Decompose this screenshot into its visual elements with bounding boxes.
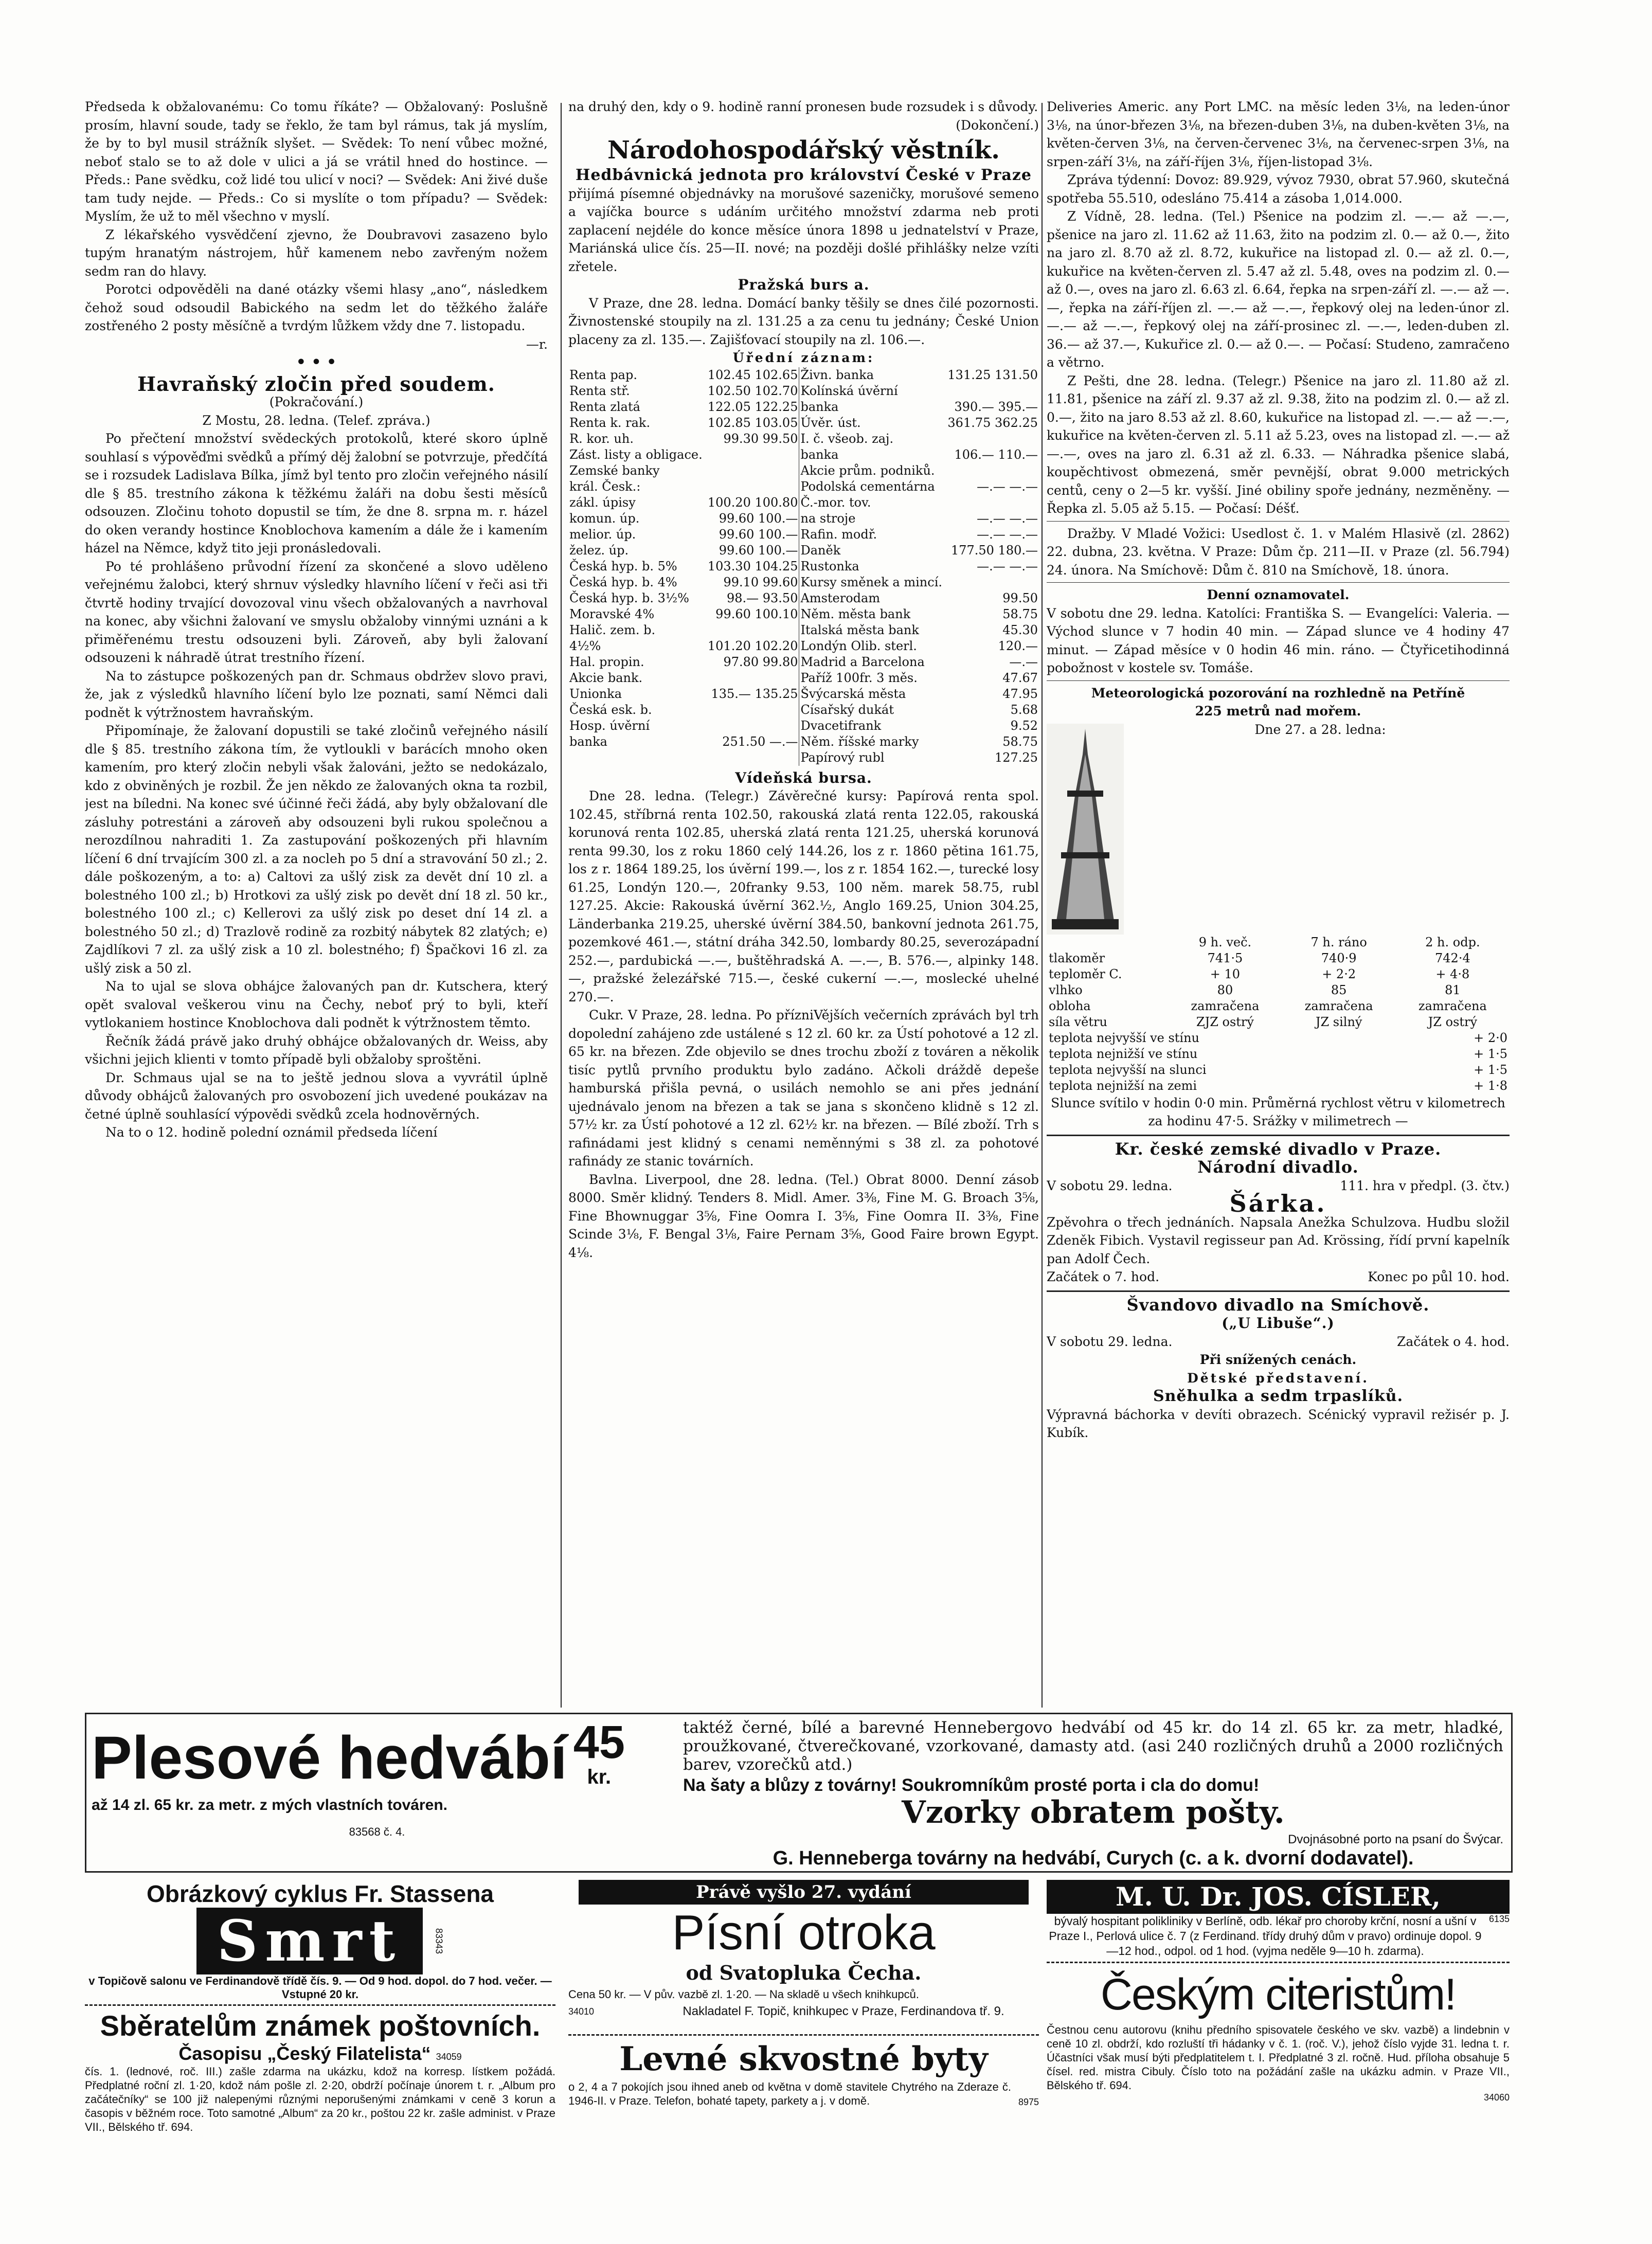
meteo-value: + 4·8 <box>1435 966 1470 981</box>
rate-label: Italská města bank <box>800 622 919 637</box>
rate-label: R. kor. uh. <box>569 431 634 446</box>
rate-label: Dvacetifrank <box>800 718 882 733</box>
rate-value: —.— —.— <box>977 559 1038 573</box>
rate-value: —.— —.— <box>977 527 1038 542</box>
ad-silk-porto: Dvojnásobné porto na psaní do Švýcar. <box>1288 1833 1503 1846</box>
meteo-extreme-row <box>1047 1046 1510 1062</box>
rate-label: Hosp. úvěrní <box>569 718 650 733</box>
rate-row <box>568 527 1039 543</box>
rate-label: Amsterodam <box>800 590 881 605</box>
rate-value <box>705 718 799 734</box>
theatre-subheading: („U Libuše“.) <box>1222 1315 1335 1332</box>
meteo-value: ZJZ ostrý <box>1196 1014 1254 1029</box>
rate-label: zákl. úpisy <box>569 495 636 510</box>
rate-label: Daněk <box>800 543 841 558</box>
paragraph: V Praze, dne 28. ledna. Domácí banky těšily se dnes čilé pozornosti. Živnostenské stoupily na zl. 131.25 a za cenu tu jednány; České Union placeny za zl. 135.—. Zajišťovací stoupily na zl. 106.—. <box>568 295 1039 347</box>
paragraph: Deliveries Americ. any Port LMC. na měsíc leden 3⅛, na leden-únor 3⅛, na únor-březen 3⅛, na březen-duben 3⅛, na duben-květen 3⅛, na květen-červen 3⅛, na červen-červenec 3⅛, na červenec-srpen 3⅛, na srpen-září 3⅛, na září-říjen 3⅛, říjen-listopad 3⅛. <box>1047 99 1510 169</box>
rate-row <box>568 415 1039 431</box>
rate-value: 361.75 362.25 <box>947 415 1038 430</box>
rate-row <box>568 654 1039 670</box>
paragraph: Předseda k obžalovanému: Co tomu říkáte? — Obžalovaný: Poslušně prosím, hlavní soude, tady se řeklo, že tam byl rámus, tak já myslím, že by to byl musil strážník slyšet. — Svědek: To není vůbec možné, neboť stalo se to až dole v ulici a já se vrátil hned do hostince. — Předs.: Pane svědku, což lidé tou ulicí v noci? — Svědek: Ani živé duše tam tudy nejde. — Předs.: Co si myslíte o tom případu? — Svědek: Myslím, že už to měl všechno v myslí. <box>85 99 548 224</box>
rate-row <box>568 383 1039 399</box>
paragraph: Porotci odpověděli na dané otázky všemi hlasy „ano“, následkem čehož soud odsoudil Babického na sedm let do těžkého žaláře zostřeného 2 posty měsíčně a tvrdým lůžkem vždy dne 7. listopadu. <box>85 282 548 333</box>
ad-flats-num: 8975 <box>1018 2097 1039 2107</box>
meteo-value: zamračena <box>1418 998 1487 1013</box>
ad-doctor-text: bývalý hospitant polikliniky v Berlíně, odb. lékař pro choroby krční, nosní a ušní v Praze I., Perlová ulice č. 7 (z Ferdinand. třídy druhý dům v pravo) ordinuje dopol. 9—12 hod., odpol. od 1 hod. (vyjma neděle 9—10 h. zdarma). <box>1049 1914 1482 1958</box>
ad-flats-title: Levné skvostné byty <box>619 2040 988 2078</box>
rate-label: želez. úp. <box>569 543 629 558</box>
rate-label: Paříž 100fr. 3 měs. <box>800 670 918 685</box>
play-description: Zpěvohra o třech jednáních. Napsala Anežka Schulzova. Hudbu složil Zdeněk Fibich. Vystavil regisseur pan Ad. Krössing, řídí první kapelník pan Adolf Čech. <box>1047 1214 1510 1266</box>
meteo-value: + 2·0 <box>1474 1030 1507 1045</box>
ad-silk-text2: Na šaty a blůzy z továrny! Soukromníkům prosté porta i cla do domu! <box>683 1775 1260 1795</box>
play-start: Začátek o 4. hod. <box>1396 1334 1510 1349</box>
rate-value: —.— —.— <box>977 479 1038 494</box>
rate-row <box>568 463 1039 479</box>
paragraph: Z lékařského vysvědčení zjevno, že Doubravovi zasazeno bylo tupým hranatým nástrojem, hůř kamenem nebo zavřeným nožem sedm ran do hlavy. <box>85 227 548 279</box>
rate-value <box>705 447 799 463</box>
meteo-column-header: 2 h. odp. <box>1425 935 1480 949</box>
play-start: Začátek o 7. hod. <box>1047 1269 1160 1284</box>
rate-value: 131.25 131.50 <box>947 367 1038 382</box>
ad-song-banner: Právě vyšlo 27. vydání <box>579 1880 1029 1905</box>
rate-value <box>705 750 799 766</box>
meteo-value: + 1·5 <box>1474 1046 1507 1061</box>
subheading: Vídeňská bursa. <box>735 769 872 786</box>
rate-label: Česká esk. b. <box>569 702 652 717</box>
rate-label: Zemské banky <box>569 463 660 478</box>
ad-stamps-journal: Časopisu „Český Filatelista“ <box>178 2043 431 2064</box>
paragraph: Z Vídně, 28. ledna. (Tel.) Pšenice na podzim zl. —.— až —.—, pšenice na jaro zl. 11.62 až 11.63, žito na podzim zl. 0.— až 0.—, žito na jaro zl. 8.70 až zl. 8.72, kukuřice na listopad zl. 0.— až zl. 0.—, kukuřice na květen-červen zl. 5.47 až zl. 5.48, oves na podzim zl. 0.— až 0.—, oves na jaro zl. 6.63 zl. 6.64, řepka na srpen-září zl. —.— až —.—, řepka na září-říjen zl. —.— až —.—, řepkový olej na leden-únor zl. —.— až —.—, řepkový olej na září-prosinec zl. —.—, leden-duben zl. 36.— až 37.—, Kukuřice zl. 0.— až 0.—. — Počasí: Studeno, zamračeno a větrno. <box>1047 209 1510 370</box>
rate-label: Císařský dukát <box>800 702 894 717</box>
rate-row <box>568 638 1039 654</box>
rate-row <box>568 495 1039 511</box>
ad-silk <box>85 1713 1513 1873</box>
rate-label: Renta pap. <box>569 367 637 382</box>
column-divider <box>561 103 562 1708</box>
rate-value: 120.— <box>998 638 1038 653</box>
meteo-value: 740·9 <box>1321 950 1357 965</box>
paragraph: Na to o 12. hodině polední oznámil předseda líčení <box>105 1125 438 1140</box>
ad-song-author: od Svatopluka Čecha. <box>686 1961 922 1984</box>
rate-value: 58.75 <box>1002 606 1038 621</box>
signature: —r. <box>526 336 548 352</box>
meteo-row <box>1047 966 1510 982</box>
ad-doctor-num: 6135 <box>1488 1914 1510 1924</box>
ad-stassen-title: Smrt <box>196 1908 423 1974</box>
ad-zither-num: 34060 <box>1483 2092 1510 2103</box>
rate-row <box>568 606 1039 622</box>
rate-label: král. Česk.: <box>569 479 641 494</box>
ad-stassen-text: v Topičově salonu ve Ferdinandově třídě čís. 9. — Od 9 hod. dopol. do 7 hod. večer. — Vstupné 20 kr. <box>88 1974 552 2001</box>
ad-silk-firm: G. Henneberga továrny na hedvábí, Curych (c. a k. dvorní dodavatel). <box>773 1847 1414 1869</box>
meteo-value: 85 <box>1331 982 1347 997</box>
rate-value: 99.10 99.60 <box>705 575 799 590</box>
meteo-date: Dne 27. a 28. ledna: <box>1254 722 1386 737</box>
rate-value: 58.75 <box>1002 734 1038 749</box>
play-title: Šárka. <box>1229 1190 1327 1217</box>
subheading: Hedbávnická jednota pro království České v Praze <box>576 166 1032 184</box>
paragraph: V sobotu dne 29. ledna. Katolíci: Františka S. — Evangelíci: Valeria. — Východ slunce v 7 hodin 40 min. — Západ slunce ve 4 hodiny 47 minut. — Západ měsíce v 0 hodin 46 min. ráno. — Čtyřicetihodinná pobožnost v kostele sv. Tomáše. <box>1047 605 1510 675</box>
rate-row <box>568 399 1039 415</box>
rate-label: Kursy směnek a mincí. <box>800 575 943 589</box>
meteo-value: zamračena <box>1304 998 1373 1013</box>
rate-value: 47.95 <box>1002 686 1038 701</box>
meteo-value: zamračena <box>1191 998 1260 1013</box>
meteo-value: 80 <box>1217 982 1233 997</box>
rate-label: Podolská cementárna <box>800 479 935 494</box>
rate-row <box>568 543 1039 559</box>
meteo-label: síla větru <box>1049 1014 1107 1029</box>
rate-value: 251.50 —.— <box>705 734 799 750</box>
meteo-extreme-row <box>1047 1062 1510 1078</box>
rate-value: 390.— 395.— <box>954 399 1038 414</box>
rate-label: Něm. říšské marky <box>800 734 919 749</box>
meteo-value: JZ silný <box>1315 1014 1362 1029</box>
meteo-label: obloha <box>1049 998 1091 1013</box>
rate-row <box>568 559 1039 575</box>
meteo-extreme-row <box>1047 1030 1510 1046</box>
ad-silk-samples: Vzorky obratem pošty. <box>902 1794 1285 1830</box>
price-note: Při snížených cenách. <box>1199 1352 1357 1367</box>
rate-value: 99.50 <box>1002 590 1038 605</box>
rate-value: 102.85 103.05 <box>705 415 799 431</box>
rate-label: Akcie bank. <box>569 670 643 685</box>
rate-label: Švýcarská města <box>800 686 906 701</box>
dateline: Z Mostu, 28. ledna. (Telef. zpráva.) <box>202 412 430 428</box>
section-subheading: (Pokračování.) <box>269 394 364 409</box>
rate-label: Renta zlatá <box>569 399 640 414</box>
ad-zither-text: Čestnou cenu autorovu (knihu předního spisovatele českého ve skv. vazbě) a lindebnin v ceně 10 zl. obdrží, kdo rozluští tři hádanky v č. 1. (roč. V.), jehož číslo vyjde 31. ledna t. r. Účastníci však musí býti předplatitelem t. I. Předplatné 3 zl. ročně. Hud. příloha obsahuje 5 čísel. red. mistra Cibuly. Číslo toto na požádání zašle na ukázku admin. v Praze VII., Bělského tř. 694. <box>1047 2023 1510 2092</box>
rate-label: Česká hyp. b. 5% <box>569 559 677 573</box>
paragraph: Po té prohlášeno průvodní řízení za skončené a slovo uděleno veřejnému žalobci, který shrnuv výsledky hlavního líčení v řeči asi tři čtvrtě hodiny trvající dovozoval vinu všech obžalovaných a navrhoval na konec, aby všichni žalovaní ve smyslu obžaloby vinnými uznáni a k přiměřenému trestu odsouzeni byli. Zároveň, aby byli žalovaní odsouzeni k náhradě útrat trestního řízení. <box>85 559 548 665</box>
rate-label: Rustonka <box>800 559 859 573</box>
rate-label: Londýn Olib. sterl. <box>800 638 917 653</box>
ad-silk-currency: kr. <box>587 1766 612 1788</box>
rate-value: 99.60 100.10 <box>705 606 799 622</box>
rate-value <box>945 431 1039 447</box>
rate-label: komun. úp. <box>569 511 640 526</box>
rate-value: 9.52 <box>1010 718 1038 733</box>
ad-stassen-num: 83343 <box>434 1928 444 1954</box>
rate-label: Č.-mor. tov. <box>800 495 871 510</box>
rate-value <box>705 479 799 495</box>
ad-song-title: Písní otroka <box>672 1905 936 1960</box>
rate-label: Unionka <box>569 686 622 701</box>
rate-row <box>568 718 1039 734</box>
paragraph: Dražby. V Mladé Vožici: Usedlost č. 1. v Malém Hlasivě (zl. 2862) 22. dubna, 23. května. V Praze: Dům čp. 211—II. v Praze (zl. 56.794) 24. února. Na Smíchově: Dům č. 810 na Smíchově, 18. února. <box>1047 526 1510 578</box>
meteo-label: teplota nejvyšší ve stínu <box>1049 1030 1200 1045</box>
meteo-value: 81 <box>1445 982 1461 997</box>
rate-value: 177.50 180.— <box>950 543 1038 558</box>
paragraph: Připomínaje, že žalovaní dopustili se také zločinů veřejného násilí dle § 85. trestního zákona tím, že vytloukli v barácích mnoho oken kamením, pro který zločin nebyli však žalováni, ježto se nedokázalo, kdo z obviněných je rozbil. Že jen někdo ze žalovaných okna ta rozbil, jest na bíledni. Na konec své účinné řeči žádá, aby byly obžalovaní dle zásluhy potrestáni a zároveň aby odsouzeni byli rukou společnou a nerozdílnou nahraditi 1. Za zastupování poškozených při hlavním líčení 6 dní trvajícím 300 zl. a za nocleh po 5 dní a stravování 50 zl.; 2. dále poškozeným, a to: a) Caltovi za ušlý zisk za devět dní 10 zl. a bolestného 100 zl.; b) Hrotkovi za ušlý zisk po devět dní 18 zl. 50 kr., bolestného 100 zl.; c) Kellerovi za ušlý zisk po deset dní 14 zl. a bolestného 50 zl.; d) Trazlově rodině za rozbitý nábytek 82 zlatých; e) Zajdlíkovi 7 zl. za ušlý zisk a 10 zl. bolestného; f) Špačkovi 16 zl. za ušlý zisk a 50 zl. <box>85 723 548 976</box>
ad-silk-price: 45 <box>573 1717 625 1768</box>
rate-label: Rafin. modř. <box>800 527 877 542</box>
section-heading: Národohospodářský věstník. <box>607 136 1000 165</box>
rate-label: Papírový rubl <box>800 750 885 765</box>
meteo-extreme-row <box>1047 1078 1510 1094</box>
rate-row <box>568 431 1039 447</box>
rate-label: Něm. města bank <box>800 606 911 621</box>
rate-value: 99.60 100.— <box>705 511 799 527</box>
rate-label: banka <box>800 447 839 462</box>
theatre-heading: Kr. české zemské divadlo v Praze. <box>1115 1139 1442 1159</box>
rate-value <box>945 575 1039 590</box>
ad-stamps-text: čís. 1. (lednové, roč. III.) zašle zdarma na ukázku, kdož na korresp. lístkem požádá. Předplatné roční zl. 1·20, kdož nám pošle zl. 2·20, obdrží počínaje únorem t. r. „Album pro začátečníky“ se 100 již nalepenými různými neporušenými známkami v ceně 3 korun a časopis v běžném roce. Toto samotné „Album“ za 20 kr., poštou 22 kr. zašle administ. v Praze VII., Bělského tř. 694. <box>85 2065 555 2133</box>
paragraph: Zpráva týdenní: Dovoz: 89.929, vývoz 7930, obrat 57.960, skutečná spotřeba 55.510, odesláno 75.414 a zásoba 1,014.000. <box>1047 172 1510 206</box>
rate-label: Kolínská úvěrní <box>800 383 898 398</box>
ad-silk-sub: až 14 zl. 65 kr. za metr. z mých vlastních továren. <box>92 1797 447 1814</box>
rate-value: 122.05 122.25 <box>705 399 799 415</box>
rate-label: na stroje <box>800 511 856 526</box>
ad-flats-text: o 2, 4 a 7 pokojích jsou ihned aneb od května v domě stavitele Chytrého na Zderaze č. 1946-II. v Praze. Telefon, bohaté tapety, parkety a j. v domě. <box>568 2080 1011 2107</box>
rate-value: 99.60 100.— <box>705 543 799 559</box>
rate-value: 97.80 99.80 <box>705 654 799 670</box>
meteo-value: 741·5 <box>1207 950 1243 965</box>
rate-value: 101.20 102.20 <box>705 638 799 654</box>
ad-silk-title: Plesové hedvábí <box>92 1724 567 1792</box>
rate-label: Česká hyp. b. 3½% <box>569 590 689 605</box>
rate-row <box>568 622 1039 638</box>
rate-label: banka <box>800 399 839 414</box>
ad-doctor-title: M. U. Dr. JOS. CÍSLER, <box>1047 1880 1510 1914</box>
column-divider <box>1042 103 1043 1708</box>
ad-song-publisher: Nakladatel F. Topič, knihkupec v Praze, Ferdinandova tř. 9. <box>683 2004 1004 2018</box>
rate-value: 102.50 102.70 <box>705 383 799 399</box>
theatre-date: V sobotu 29. ledna. <box>1047 1178 1173 1193</box>
meteo-label: tlakoměr <box>1049 950 1105 965</box>
rate-row <box>568 575 1039 590</box>
meteo-table <box>1047 935 1510 1030</box>
meteo-label: teplota nejvyšší na slunci <box>1049 1062 1207 1077</box>
rate-label: Česká hyp. b. 4% <box>569 575 677 589</box>
rate-value: 98.— 93.50 <box>705 590 799 606</box>
rate-label: I. č. všeob. zaj. <box>800 431 894 446</box>
theatre-heading: Švandovo divadlo na Smíchově. <box>1126 1295 1430 1315</box>
meteo-extremes-table <box>1047 1030 1510 1094</box>
meteo-header-row <box>1047 935 1510 950</box>
rate-value: 100.20 100.80 <box>705 495 799 511</box>
rate-label: Moravské 4% <box>569 606 655 621</box>
meteo-label: teploměr C. <box>1049 966 1122 981</box>
ad-books <box>568 1880 1039 2183</box>
rate-row <box>568 447 1039 463</box>
meteo-column-header: 9 h. več. <box>1198 935 1252 949</box>
rate-row <box>568 750 1039 766</box>
paragraph: Z Pešti, dne 28. ledna. (Telegr.) Pšenice na jaro zl. 11.80 až zl. 11.81, pšenice na září zl. 9.37 až zl. 9.38, žito na podzim zl. 0.— až zl. 0.—, žito na jaro 8.53 až zl. 8.60, kukuřice na listopad zl. —.— až —.—, kukuřice na květen-červen zl. 5.11 až 5.23, oves na listopad zl. —.— až —.—, oves na jaro zl. 6.31 až zl. 6.33. — Náhradka pšenice slabá, koupěchtivost obmezená, směr pevnější, obrat 9.000 metrických centů, ceny o 2—5 kr. vyšší. Jiné obiliny spoře jednány, nezměněny. — Řepka zl. 5.05 až 5.15. — Počasí: Déšť. <box>1047 373 1510 516</box>
separator-stars: • • • <box>296 353 337 371</box>
ad-song-price: Cena 50 kr. — V pův. vazbě zl. 1·20. — Na skladě u všech knihkupců. <box>568 1988 919 2001</box>
continuation-note: (Dokončení.) <box>956 117 1039 133</box>
meteo-row <box>1047 1014 1510 1030</box>
column-markets <box>1047 98 1510 1708</box>
rate-value: 99.60 100.— <box>705 527 799 543</box>
rate-row <box>568 479 1039 495</box>
rate-value <box>705 622 799 638</box>
petrin-tower-icon <box>1047 724 1124 935</box>
rate-label: Renta stř. <box>569 383 630 398</box>
ad-zither-title: Českým citeristům! <box>1100 1970 1456 2019</box>
ad-stassen-head: Obrázkový cyklus Fr. Stassena <box>146 1880 494 1907</box>
ad-silk-text: taktéž černé, bílé a barevné Hennebergovo hedvábí od 45 kr. do 14 zl. 65 kr. za metr, hladké, proužkované, čtverečkované, vzorkované, damasty atd. (asi 240 rozličných druhů a 2000 rozličných barev, vzorečků atd.) <box>683 1718 1503 1774</box>
play-description: Výpravná báchorka v devíti obrazech. Scénický vypravil režisér p. J. Kubík. <box>1047 1407 1510 1440</box>
rate-row <box>568 686 1039 702</box>
ad-song-num: 34010 <box>568 2006 595 2017</box>
kids-note: Dětské představení. <box>1187 1370 1369 1386</box>
rate-row <box>568 590 1039 606</box>
subheading: Pražská burs a. <box>738 276 870 293</box>
meteo-label: teplota nejnižší na zemi <box>1049 1078 1197 1093</box>
paragraph: na druhý den, kdy o 9. hodině ranní pronesen bude rozsudek i s důvody. <box>568 99 1038 114</box>
paragraph: Na to zástupce poškozených pan dr. Schmaus obdržev slovo pravi, že, jak z výsledků hlavního líčení bylo lze poznati, samí Němci dali podnět k výtržnostem havraňským. <box>85 668 548 720</box>
rate-value <box>705 702 799 718</box>
subheading: Úřední záznam: <box>732 350 875 365</box>
meteo-label: teplota nejnižší ve stínu <box>1049 1046 1198 1061</box>
paragraph: Na to ujal se slova obhájce žalovaných pan dr. Kutschera, který opět svaloval veškerou vinu na Čechy, neboť prý to byli, kteří vytlokaniem hostince Knoblochova dali podnět k výtržnostem těmto. <box>85 979 548 1030</box>
rate-value: 102.45 102.65 <box>705 367 799 383</box>
rate-value <box>945 495 1039 511</box>
meteo-column-header: 7 h. ráno <box>1310 935 1367 949</box>
rate-label: Živn. banka <box>800 367 874 382</box>
meteo-tail: Slunce svítilo v hodin 0·0 min. Průměrná rychlost větru v kilometrech za hodinu 47·5. Srážky v milimetrech — <box>1051 1095 1505 1128</box>
meteo-value: + 1·5 <box>1474 1062 1507 1077</box>
rate-value: 47.67 <box>1002 670 1038 685</box>
rate-value: 5.68 <box>1010 702 1038 717</box>
ad-stamps-title: Sběratelům známek poštovních. <box>100 2009 541 2042</box>
rate-label: banka <box>569 734 607 749</box>
column-economy <box>568 98 1039 1708</box>
meteo-value: JZ ostrý <box>1428 1014 1478 1029</box>
paragraph: Cukr. V Praze, 28. ledna. Po přízniVějších večerních zprávách byl trh dopolední zahájeno zde ustálené s 12 zl. 60 kr. za Ústí pohotové a 12 zl. 65 kr. na březen. Zde objevilo se dnes trochu zboží z továren a několik tisíc pytlů prvního produktu bylo zadáno. Ačkoli dráždě depeše hamburská přišla pevná, o usilách nemohlo se ani přes jednání ujednávalo jenom na březen a tak se jana s skončeno klidně s 12 zl. 57½ kr. za Ústí pohotové a 12 zl. 62½ kr. na březen. — Bílé zboží. Trh s rafinádami jest klidný s cenami neměnnými s 38 zl. za pohotové rafinády ze stanic továrních. <box>568 1008 1039 1169</box>
ad-stamps-num: 34059 <box>436 2052 462 2062</box>
rate-value <box>945 463 1039 479</box>
paragraph: přijímá písemné objednávky na morušové sazeničky, morušové semeno a vajíčka bource s udáním určitého množství zdarma neb proti zaplacení nejdéle do konce měsíce února 1898 u jednatelství v Praze, Mariánská ulice čís. 25—II. nové; na později došlé přihlášky nelze vzíti zřetele. <box>568 186 1039 274</box>
rate-value <box>705 463 799 479</box>
paragraph: Řečník žádá právě jako druhý obhájce obžalovaných dr. Weiss, aby všichni jejich klienti v tomto případě byli obžaloby sproštěni. <box>85 1033 548 1067</box>
rate-value: —.— —.— <box>977 511 1038 526</box>
paragraph: Dr. Schmaus ujal se na to ještě jednou slova a vyvrátil úplně důvody obhájců žalovaných pro osvobození jich uvedené poukázav na četné úplně souhlasící výpovědi svědků zcela hodnověrných. <box>85 1070 548 1122</box>
rate-label <box>568 750 705 766</box>
column-court-report <box>85 98 548 1708</box>
subheading: Denní oznamovatel. <box>1207 587 1350 602</box>
rate-label: Halič. zem. b. <box>569 622 656 637</box>
rate-value: 103.30 104.25 <box>705 559 799 575</box>
theatre-date: V sobotu 29. ledna. <box>1047 1334 1173 1349</box>
rate-row <box>568 734 1039 750</box>
rate-label: melior. úp. <box>569 527 636 542</box>
rate-label: Akcie prům. podniků. <box>800 463 935 478</box>
play-title: Sněhulka a sedm trpaslíků. <box>1153 1387 1404 1405</box>
meteo-row <box>1047 982 1510 998</box>
rate-row <box>568 702 1039 718</box>
meteo-row <box>1047 950 1510 966</box>
paragraph: Bavlna. Liverpool, dne 28. ledna. (Tel.) Obrat 8000. Denní zásob 8000. Směr klidný. Tenders 8. Midl. Amer. 3⅜, Fine M. G. Broach 3⅝, Fine Bhownuggar 3⅝, Fine Oomra I. 3⅝, Fine Oomra II. 3⅜, Fine Scinde 3⅛, F. Bengal 3⅛, Faire Pernam 3⅝, Good Faire brown Egypt. 4⅛. <box>568 1172 1039 1260</box>
rate-row <box>568 670 1039 686</box>
rate-row <box>568 511 1039 527</box>
rate-row <box>568 367 1039 383</box>
exchange-rates-table <box>568 367 1039 766</box>
rate-value <box>945 383 1039 399</box>
meteo-row <box>1047 998 1510 1014</box>
meteo-label: vlhko <box>1049 982 1083 997</box>
theatre-subheading: Národní divadlo. <box>1197 1157 1359 1177</box>
rate-label: Zást. listy a obligace. <box>569 447 703 462</box>
rate-label: Madrid a Barcelona <box>800 654 925 669</box>
play-end: Konec po půl 10. hod. <box>1368 1269 1510 1284</box>
ad-stassen <box>85 1880 555 2183</box>
meteo-value: + 2·2 <box>1322 966 1356 981</box>
rate-label: 4½% <box>569 638 601 653</box>
rate-label: Renta k. rak. <box>569 415 651 430</box>
theatre-info: 111. hra v předpl. (3. čtv.) <box>1340 1178 1510 1193</box>
meteo-value: + 10 <box>1210 966 1241 981</box>
rate-value: 135.— 135.25 <box>705 686 799 702</box>
section-heading: Havraňský zločin před soudem. <box>137 372 495 396</box>
rate-value: 127.25 <box>995 750 1038 765</box>
rate-label: Úvěr. úst. <box>800 415 861 430</box>
rate-value: 106.— 110.— <box>954 447 1038 462</box>
rate-value: —.— <box>1009 654 1038 669</box>
ad-silk-num: 83568 č. 4. <box>349 1825 405 1838</box>
meteo-value: + 1·8 <box>1474 1078 1507 1093</box>
rate-value: 99.30 99.50 <box>705 431 799 447</box>
rate-label: Hal. propin. <box>569 654 644 669</box>
rate-value: 45.30 <box>1002 622 1038 637</box>
paragraph: Dne 28. ledna. (Telegr.) Závěrečné kursy: Papírová renta spol. 102.45, stříbrná renta 102.50, rakouská zlatá renta 122.05, rakouská korunová renta 102.85, uherská zlatá renta 121.25, uherská korunová renta 99.30, los z roku 1860 celý 144.26, los z r. 1860 pětina 161.75, los z r. 1864 189.25, los úvěrní 199.—, los z r. 1854 162.—, turecké losy 61.25, Londýn 120.—, 20franky 9.53, 100 něm. marek 58.75, rubl 127.25. Akcie: Rakouská úvěrní 362.½, Anglo 169.25, Union 304.25, Länderbanka 219.25, uherské úvěrní 384.50, bankovní jednota 261.75, pozemkové 461.—, státní dráha 342.50, lombardy 80.25, severozápadní 252.—, pardubická —.—, buštěhradská A. —.—, B. 576.—, alpinky 148.—, pražské železářské 715.—, české cukerní —.—, moslecké uhelné 270.—. <box>568 788 1039 1004</box>
paragraph: Po přečtení množství svědeckých protokolů, které skoro úplně souhlasí s výpověďmi svědků a přímý děj žalobní se potvrzuje, předčítá se i rozsudek Ladislava Bílka, jímž byl tento pro zločin veřejného násilí dle § 85. trestního zákona k těžkému žaláři na dobu šesti měsíců odsouzen. Zločinu tohoto dopustil se tím, že dne 8. srpna m. r. házel do oken verandy hostince Knoblochova kamením a dále že i kamením házel na Němce, když tito jeji pronásledovali. <box>85 431 548 555</box>
subheading: 225 metrů nad mořem. <box>1195 704 1361 719</box>
ad-doctor <box>1047 1880 1510 2183</box>
rate-value <box>705 670 799 686</box>
subheading: Meteorologická pozorování na rozhledně na Petříně <box>1091 685 1465 701</box>
meteo-value: 742·4 <box>1435 950 1470 965</box>
